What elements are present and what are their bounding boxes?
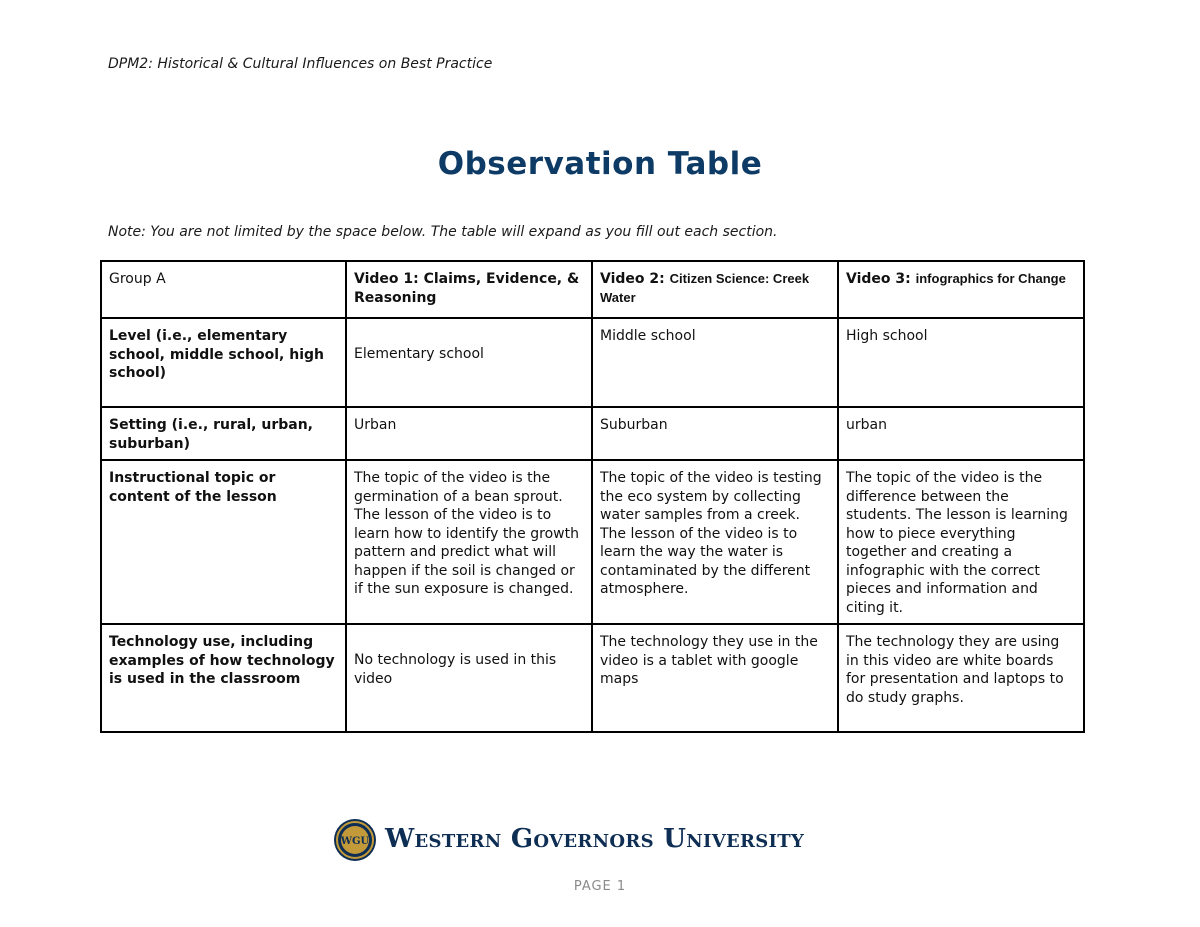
university-wordmark: Western Governors University (385, 824, 805, 854)
page-number: PAGE 1 (573, 879, 627, 894)
cell-topic-video1: The topic of the video is the germination of a bean sprout. The lesson of the video is to learn how to identify the growth pattern and predict what will happen if the soil is changed or if the sun exposure is changed. (346, 460, 592, 624)
row-label-setting: Setting (i.e., rural, urban, suburban) (101, 407, 346, 460)
document-title: Observation Table (437, 146, 763, 182)
course-header: DPM2: Historical & Cultural Influences on Best Practice (108, 56, 493, 72)
row-label-level: Level (i.e., elementary school, middle school, high school) (101, 318, 346, 407)
seal-letters: WGU (340, 836, 370, 847)
table-row (101, 407, 1084, 460)
cell-level-video2: Middle school (592, 318, 838, 407)
video2-header (592, 261, 838, 318)
cell-setting-video3: urban (838, 407, 1084, 460)
cell-topic-video2: The topic of the video is testing the eco system by collecting water samples from a creek. The lesson of the video is to learn the way the water is contaminated by the different atmosphere. (592, 460, 838, 624)
cell-topic-video3: The topic of the video is the difference between the students. The lesson is learning how to piece everything together and creating a infographic with the correct pieces and information and citing it. (838, 460, 1084, 624)
table-row (101, 318, 1084, 407)
cell-level-video3: High school (838, 318, 1084, 407)
cell-technology-video3: The technology they are using in this video are white boards for presentation and laptops to do study graphs. (838, 624, 1084, 732)
row-label-technology: Technology use, including examples of how technology is used in the classroom (101, 624, 346, 732)
table-row (101, 460, 1084, 624)
video3-prefix: Video 3: (846, 271, 916, 287)
wgu-seal-icon (333, 818, 377, 862)
cell-technology-video2: The technology they use in the video is a tablet with google maps (592, 624, 838, 732)
observation-table (100, 260, 1085, 733)
cell-technology-video1: No technology is used in this video (346, 624, 592, 732)
wgu-logo (333, 818, 843, 862)
video3-header (838, 261, 1084, 318)
video2-prefix: Video 2: (600, 271, 670, 287)
video2-title: Citizen Science: Creek Water (600, 271, 810, 305)
row-label-topic: Instructional topic or content of the lesson (101, 460, 346, 624)
group-cell: Group A (101, 261, 346, 318)
cell-setting-video1: Urban (346, 407, 592, 460)
cell-setting-video2: Suburban (592, 407, 838, 460)
table-row (101, 624, 1084, 732)
table-header-row (101, 261, 1084, 318)
video1-header: Video 1: Claims, Evidence, & Reasoning (346, 261, 592, 318)
cell-level-video1: Elementary school (346, 318, 592, 407)
video3-title: infographics for Change (915, 271, 1066, 286)
instruction-note: Note: You are not limited by the space below. The table will expand as you fill out each section. (108, 224, 778, 240)
